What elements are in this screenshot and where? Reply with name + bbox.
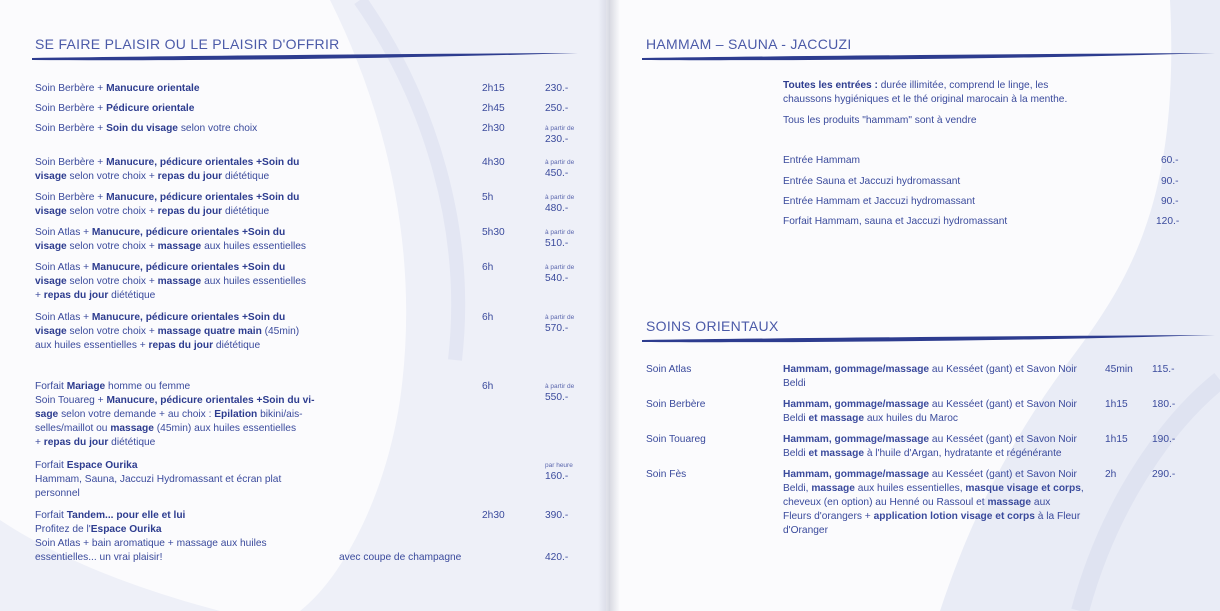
section-title-offrir: SE FAIRE PLAISIR OU LE PLAISIR D'OFFRIR	[35, 36, 340, 52]
soin-description: Hammam, gommage/massage au Kesséet (gant) et Savon Noir Beldi, massage aux huiles essentielles, masque visage et corps, cheveux (en option) au Henné ou Rassoul et massage aux Fleurs d'orangers + application lotion visage et corps à la Fleur d'Oranger	[783, 469, 1084, 536]
row-price: 230.-	[545, 83, 569, 94]
entry-price: 90.-	[1161, 176, 1179, 187]
entry-price: 120.-	[1156, 216, 1180, 227]
row-description: Soin Atlas + Manucure, pédicure orientales +Soin du visage selon votre choix + massage aux huiles essentielles + repas du jour diététique	[35, 262, 306, 301]
row-price: à partir de 540.-	[545, 264, 575, 284]
book-gutter	[598, 0, 620, 611]
soin-description: Hammam, gommage/massage au Kesséet (gant) et Savon Noir Beldi et massage aux huiles du Maroc	[783, 399, 1077, 424]
soin-price: 115.-	[1152, 364, 1175, 375]
row-price: 250.-	[545, 103, 569, 114]
soin-duration: 2h	[1105, 469, 1117, 480]
price-row	[35, 191, 595, 221]
row-duration: 5h30	[482, 227, 505, 238]
row-price-champagne: 420.-	[545, 552, 569, 563]
entry-label: Entrée Sauna et Jaccuzi hydromassant	[783, 176, 961, 187]
price-row-mariage	[35, 380, 595, 452]
price-row	[35, 261, 595, 305]
row-description: Soin Atlas + Manucure, pédicure orientales +Soin du visage selon votre choix + massage quatre main (45min) aux huiles essentielles + repas du jour diététique	[35, 312, 300, 351]
price-row	[35, 82, 595, 98]
row-duration: 2h15	[482, 83, 505, 94]
price-row-tandem	[35, 509, 595, 569]
title-brush-stroke	[30, 50, 590, 64]
soin-duration: 1h15	[1105, 434, 1128, 445]
entry-row	[783, 154, 1193, 170]
soin-row	[646, 363, 1206, 393]
price-row	[35, 156, 595, 186]
row-price: à partir de 550.-	[545, 383, 575, 403]
row-description: Soin Berbère + Manucure, pédicure orientales +Soin du visage selon votre choix + repas du jour diététique	[35, 157, 300, 182]
entry-price: 90.-	[1161, 196, 1179, 207]
champagne-option: avec coupe de champagne	[339, 552, 462, 563]
row-description: Soin Berbère + Manucure, pédicure orientales +Soin du visage selon votre choix + repas du jour diététique	[35, 192, 300, 217]
soin-row	[646, 468, 1206, 542]
price-row	[35, 122, 595, 150]
row-price: 390.-	[545, 510, 569, 521]
price-row	[35, 226, 595, 256]
right-page	[610, 0, 1220, 611]
soin-duration: 45min	[1105, 364, 1133, 375]
row-duration: 6h	[482, 312, 494, 323]
soin-name: Soin Touareg	[646, 434, 706, 445]
row-price: par heure 160.-	[545, 462, 573, 482]
row-description: Soin Berbère + Manucure orientale	[35, 83, 200, 94]
soin-row	[646, 433, 1206, 463]
row-description: Soin Berbère + Pédicure orientale	[35, 103, 195, 114]
row-duration: 2h30	[482, 123, 505, 134]
row-description: Soin Berbère + Soin du visage selon votre choix	[35, 123, 258, 134]
row-duration: 2h45	[482, 103, 505, 114]
soin-price: 290.-	[1152, 469, 1176, 480]
price-row-ourika	[35, 459, 595, 503]
price-row	[35, 102, 595, 118]
entry-row	[783, 195, 1193, 211]
row-description: Forfait Tandem... pour elle et lui Profitez de l'Espace Ourika Soin Atlas + bain aromatique + massage aux huiles essentielles... un vrai plaisir!	[35, 510, 267, 563]
row-price: à partir de 230.-	[545, 125, 575, 145]
entries-intro: Toutes les entrées : durée illimitée, comprend le linge, les chaussons hygiéniques et le thé original marocain à la menthe.	[783, 80, 1068, 105]
row-duration: 6h	[482, 262, 494, 273]
soin-description: Hammam, gommage/massage au Kesséet (gant) et Savon Noir Beldi	[783, 364, 1077, 389]
soin-price: 190.-	[1152, 434, 1176, 445]
row-description: Forfait Espace Ourika Hammam, Sauna, Jaccuzi Hydromassant et écran plat personnel	[35, 460, 282, 499]
soin-name: Soin Fès	[646, 469, 687, 480]
entry-price: 60.-	[1161, 155, 1179, 166]
entry-label: Entrée Hammam	[783, 155, 860, 166]
soin-duration: 1h15	[1105, 399, 1128, 410]
row-price: à partir de 480.-	[545, 194, 575, 214]
entry-label: Forfait Hammam, sauna et Jaccuzi hydromassant	[783, 216, 1008, 227]
soin-description: Hammam, gommage/massage au Kesséet (gant) et Savon Noir Beldi et massage à l'huile d'Argan, hydratante et régénérante	[783, 434, 1077, 459]
row-duration: 2h30	[482, 510, 505, 521]
row-price: à partir de 570.-	[545, 314, 575, 334]
left-page	[0, 0, 606, 611]
entry-label: Entrée Hammam et Jaccuzi hydromassant	[783, 196, 975, 207]
section-title-soins: SOINS ORIENTAUX	[646, 318, 779, 334]
soin-price: 180.-	[1152, 399, 1176, 410]
entry-row	[783, 175, 1193, 191]
soin-name: Soin Atlas	[646, 364, 692, 375]
row-description: Soin Atlas + Manucure, pédicure orientales +Soin du visage selon votre choix + massage aux huiles essentielles	[35, 227, 306, 252]
entry-row	[783, 215, 1193, 231]
title-brush-stroke	[640, 332, 1220, 346]
soin-row	[646, 398, 1206, 428]
row-description: Forfait Mariage homme ou femme Soin Touareg + Manucure, pédicure orientales +Soin du vi- sage selon votre demande + au choix : Epilation bikini/ais- selles/maillot ou massage (45min) aux huiles essentielles + repas du jour diététique	[35, 381, 315, 448]
row-price: à partir de 450.-	[545, 159, 575, 179]
title-brush-stroke	[640, 50, 1220, 64]
row-duration: 4h30	[482, 157, 505, 168]
row-price: à partir de 510.-	[545, 229, 575, 249]
products-note: Tous les produits "hammam" sont à vendre	[783, 115, 977, 126]
section-title-hammam: HAMMAM – SAUNA - JACCUZI	[646, 36, 852, 52]
price-row	[35, 311, 595, 355]
row-duration: 5h	[482, 192, 494, 203]
row-duration: 6h	[482, 381, 494, 392]
soin-name: Soin Berbère	[646, 399, 706, 410]
